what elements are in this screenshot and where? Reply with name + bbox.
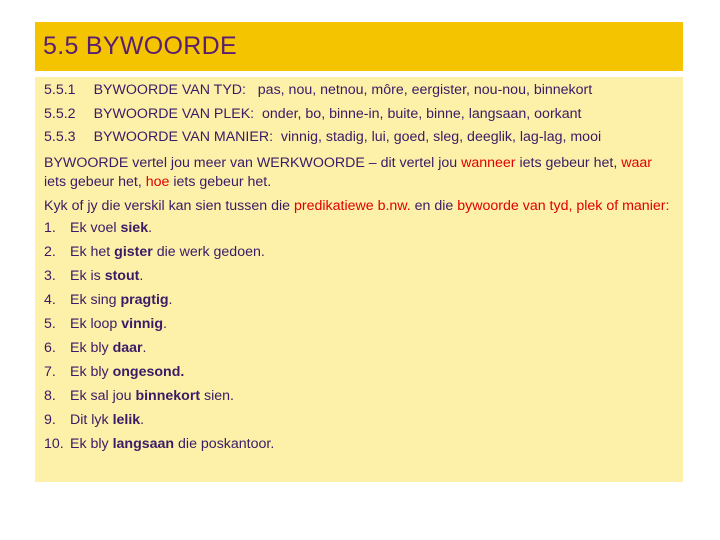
page-title: 5.5 BYWOORDE [43, 32, 237, 60]
highlight-predikatiewe: predikatiewe b.nw. [293, 197, 411, 214]
list-item: 10. Ek bly langsaan die poskantoor. [44, 436, 275, 452]
adverb-bold: stout [104, 268, 140, 284]
title-bar [35, 22, 683, 71]
adverb-bold: binnekort [135, 388, 201, 404]
highlight-wanneer: wanneer [461, 154, 516, 171]
definition-text: onder, bo, binne-in, buite, binne, langsaan, oorkant [262, 105, 582, 122]
definition-text: vinnig, stadig, lui, goed, sleg, deeglik, lag-lag, mooi [280, 129, 602, 145]
list-item: 9. Dit lyk lelik. [44, 412, 145, 428]
definition-code: 5.5.1 [44, 82, 76, 98]
example-list [44, 219, 673, 455]
adverb-bold: siek [120, 220, 149, 236]
paragraph-text: iets gebeur het, [44, 174, 146, 190]
list-item: 2. Ek het gister die werk gedoen. [44, 244, 265, 260]
definition-text: pas, nou, netnou, môre, eergister, nou-nou, binnekort [257, 82, 593, 98]
list-item: 1. Ek voel siek. [44, 220, 153, 236]
paragraph-text: iets gebeur het, [515, 154, 622, 171]
adverb-bold: pragtig [120, 292, 169, 308]
adverb-bold: ongesond. [112, 364, 185, 380]
adverb-bold: daar [112, 340, 143, 356]
list-item: 3. Ek is stout. [44, 268, 144, 284]
adverb-bold: gister [114, 244, 153, 260]
content-box [35, 77, 683, 482]
definition-manner [44, 128, 673, 148]
definition-label: BYWOORDE VAN PLEK: [93, 105, 255, 122]
list-item: 7. Ek bly ongesond. [44, 364, 185, 380]
definition-place [44, 105, 673, 125]
definition-time [44, 81, 673, 101]
list-item: 5. Ek loop vinnig. [44, 316, 167, 332]
list-item: 6. Ek bly daar. [44, 340, 147, 356]
paragraph-text: : [665, 197, 670, 214]
list-item: 8. Ek sal jou binnekort sien. [44, 388, 235, 404]
definition-label: BYWOORDE VAN MANIER: [93, 129, 274, 145]
adverb-bold: langsaan [112, 436, 175, 452]
paragraph-text: iets gebeur het. [169, 174, 272, 190]
definition-label: BYWOORDE VAN TYD: [93, 82, 246, 98]
adverb-bold: lelik [112, 412, 141, 428]
paragraph-text: BYWOORDE vertel jou meer van WERKWOORDE – dit vertel jou [44, 154, 462, 171]
highlight-hoe: hoe [145, 174, 170, 190]
highlight-bywoorde: bywoorde van tyd, plek of manier [457, 197, 666, 214]
adverb-bold: vinnig [121, 316, 164, 332]
instruction-paragraph [44, 197, 673, 217]
definition-code: 5.5.3 [44, 129, 76, 145]
explanation-paragraph [44, 154, 673, 193]
list-item: 4. Ek sing pragtig. [44, 292, 173, 308]
highlight-waar: waar [621, 154, 652, 171]
paragraph-text: Kyk of jy die verskil kan sien tussen die [44, 197, 294, 214]
definition-code: 5.5.2 [44, 105, 76, 122]
paragraph-text: en die [410, 197, 458, 214]
